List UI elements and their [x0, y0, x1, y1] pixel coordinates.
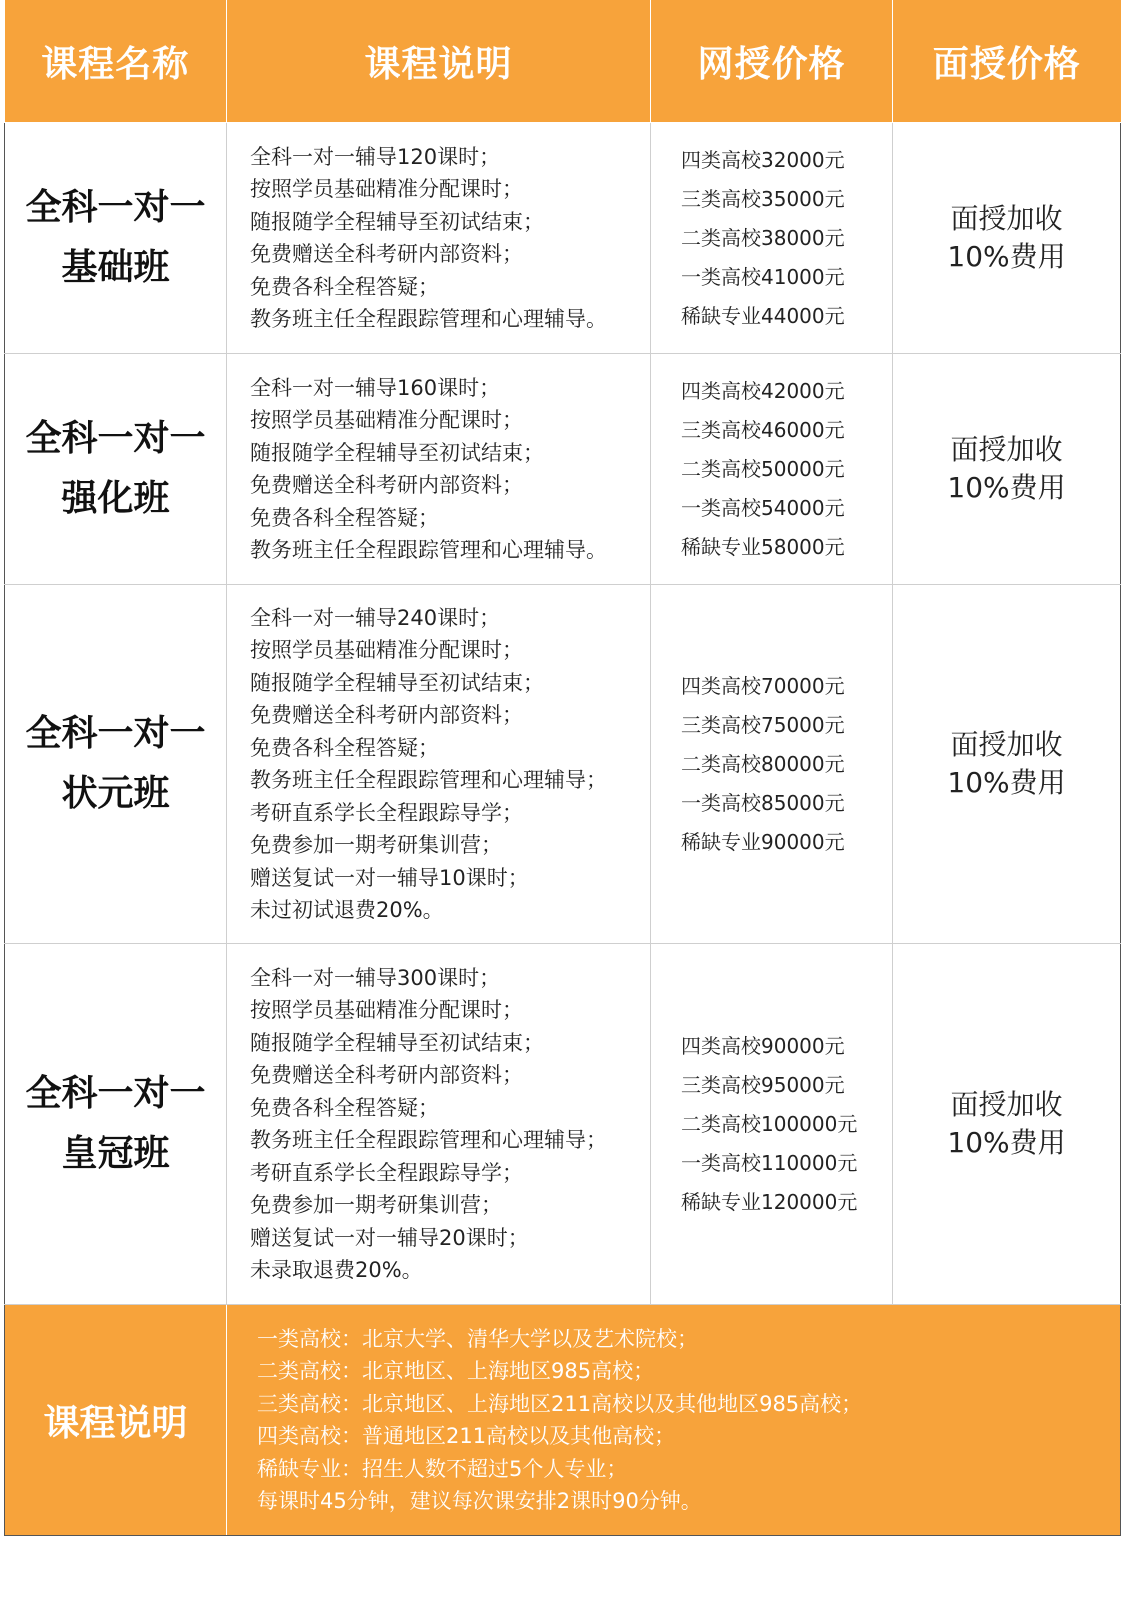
description-line: 免费赠送全科考研内部资料； [250, 1063, 523, 1087]
description-line: 免费赠送全科考研内部资料； [250, 703, 523, 727]
offline-price-line: 面授加收 [950, 433, 1063, 466]
description-line: 免费各科全程答疑； [250, 274, 439, 299]
description-line: 未过初试退费20%。 [250, 898, 444, 922]
header-course-name: 课程名称 [5, 0, 227, 123]
offline-price-line: 10%费用 [947, 471, 1066, 504]
price-line: 四类高校42000元 [681, 378, 845, 403]
price-line: 稀缺专业44000元 [681, 303, 845, 328]
pricing-table-container [4, 0, 1120, 1568]
offline-price-line: 10%费用 [947, 766, 1066, 799]
offline-price-line: 面授加收 [950, 728, 1063, 761]
course-name-line: 全科一对一 [25, 713, 206, 754]
description-line: 随报随学全程辅导至初试结束； [250, 209, 544, 234]
description-line: 随报随学全程辅导至初试结束； [250, 440, 544, 465]
price-line: 三类高校46000元 [681, 417, 845, 442]
course-name [5, 944, 227, 1305]
note-line: 一类高校：北京大学、清华大学以及艺术院校； [257, 1326, 698, 1351]
course-row [5, 354, 1121, 585]
note-line: 稀缺专业：招生人数不超过5个人专业； [257, 1456, 628, 1481]
note-line: 四类高校：普通地区211高校以及其他高校； [257, 1424, 676, 1448]
header-offline-price: 面授价格 [893, 0, 1121, 123]
description-line: 免费各科全程答疑； [250, 505, 439, 530]
price-line: 二类高校100000元 [681, 1111, 858, 1136]
offline-price-line: 面授加收 [950, 202, 1063, 235]
price-line: 一类高校85000元 [681, 790, 845, 815]
description-line: 全科一对一辅导120课时； [250, 144, 501, 169]
description-line: 按照学员基础精准分配课时； [250, 638, 523, 662]
description-line: 免费各科全程答疑； [250, 1095, 439, 1120]
description-line: 按照学员基础精准分配课时； [250, 998, 523, 1022]
offline-price-line: 10%费用 [947, 1126, 1066, 1159]
course-name-line: 皇冠班 [61, 1133, 170, 1174]
header-row [5, 0, 1121, 123]
description-line: 免费参加一期考研集训营； [250, 1193, 502, 1217]
course-name [5, 123, 227, 354]
course-name-line: 基础班 [61, 247, 170, 288]
course-row [5, 944, 1121, 1305]
online-price-list [651, 944, 893, 1305]
price-line: 稀缺专业90000元 [681, 829, 845, 854]
online-price-list [651, 585, 893, 944]
price-line: 稀缺专业58000元 [681, 534, 845, 559]
description-line: 免费各科全程答疑； [250, 735, 439, 760]
description-line: 考研直系学长全程跟踪导学； [250, 1160, 523, 1185]
description-line: 教务班主任全程跟踪管理和心理辅导。 [250, 307, 607, 331]
course-name-line: 强化班 [61, 478, 170, 519]
course-name-line: 全科一对一 [25, 187, 206, 228]
course-row [5, 123, 1121, 354]
notes-row [5, 1305, 1121, 1536]
price-line: 二类高校50000元 [681, 456, 845, 481]
price-line: 稀缺专业120000元 [681, 1189, 858, 1214]
note-line: 二类高校：北京地区、上海地区985高校； [257, 1359, 655, 1383]
description-line: 随报随学全程辅导至初试结束； [250, 1030, 544, 1055]
offline-price [893, 944, 1121, 1305]
offline-price-line: 10%费用 [947, 240, 1066, 273]
course-name [5, 585, 227, 944]
description-line: 教务班主任全程跟踪管理和心理辅导。 [250, 538, 607, 562]
description-line: 免费赠送全科考研内部资料； [250, 473, 523, 497]
course-description [227, 123, 651, 354]
description-line: 全科一对一辅导160课时； [250, 375, 501, 400]
note-line: 三类高校：北京地区、上海地区211高校以及其他地区985高校； [257, 1391, 863, 1416]
header-online-price: 网授价格 [651, 0, 893, 123]
notes-body [227, 1305, 1121, 1536]
description-line: 免费赠送全科考研内部资料； [250, 242, 523, 266]
description-line: 免费参加一期考研集训营； [250, 833, 502, 857]
course-name [5, 354, 227, 585]
description-line: 按照学员基础精准分配课时； [250, 408, 523, 432]
description-line: 赠送复试一对一辅导10课时； [250, 865, 529, 890]
price-line: 三类高校35000元 [681, 186, 845, 211]
price-line: 三类高校95000元 [681, 1072, 845, 1097]
note-line: 每课时45分钟，建议每次课安排2课时90分钟。 [257, 1489, 702, 1513]
online-price-list [651, 354, 893, 585]
description-line: 赠送复试一对一辅导20课时； [250, 1225, 529, 1250]
pricing-table [4, 0, 1121, 1536]
price-line: 三类高校75000元 [681, 712, 845, 737]
course-row [5, 585, 1121, 944]
description-line: 教务班主任全程跟踪管理和心理辅导； [250, 768, 607, 792]
price-line: 一类高校54000元 [681, 495, 845, 520]
price-line: 四类高校90000元 [681, 1033, 845, 1058]
header-course-description: 课程说明 [227, 0, 651, 123]
description-line: 考研直系学长全程跟踪导学； [250, 800, 523, 825]
price-line: 一类高校110000元 [681, 1150, 858, 1175]
course-description [227, 354, 651, 585]
offline-price [893, 585, 1121, 944]
course-name-line: 全科一对一 [25, 1073, 206, 1114]
price-line: 四类高校32000元 [681, 147, 845, 172]
course-name-line: 状元班 [61, 773, 170, 814]
description-line: 未录取退费20%。 [250, 1258, 423, 1282]
description-line: 按照学员基础精准分配课时； [250, 177, 523, 201]
offline-price [893, 354, 1121, 585]
notes-title: 课程说明 [5, 1305, 227, 1536]
course-name-line: 全科一对一 [25, 418, 206, 459]
online-price-list [651, 123, 893, 354]
price-line: 四类高校70000元 [681, 673, 845, 698]
price-line: 二类高校38000元 [681, 225, 845, 250]
price-line: 二类高校80000元 [681, 751, 845, 776]
price-line: 一类高校41000元 [681, 264, 845, 289]
description-line: 教务班主任全程跟踪管理和心理辅导； [250, 1128, 607, 1152]
description-line: 随报随学全程辅导至初试结束； [250, 670, 544, 695]
offline-price [893, 123, 1121, 354]
course-description [227, 585, 651, 944]
offline-price-line: 面授加收 [950, 1088, 1063, 1121]
course-description [227, 944, 651, 1305]
description-line: 全科一对一辅导300课时； [250, 965, 501, 990]
description-line: 全科一对一辅导240课时； [250, 605, 501, 630]
